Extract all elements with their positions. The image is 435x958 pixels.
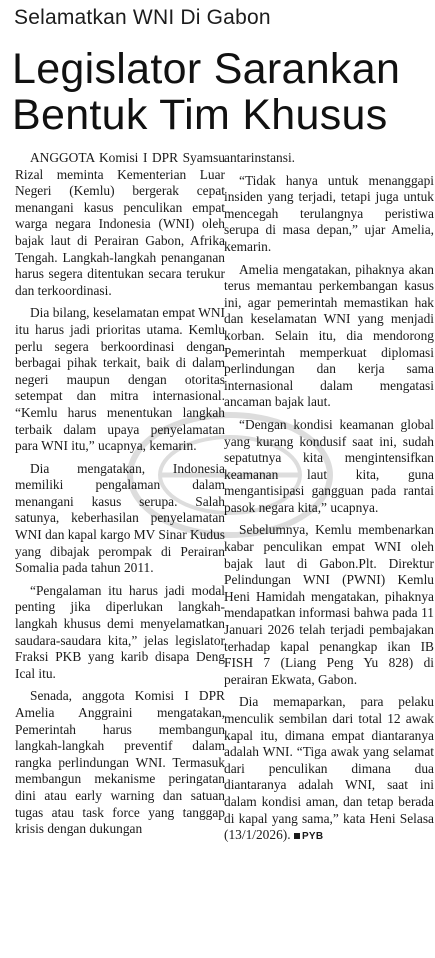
article-column-right [224,150,434,852]
paragraph: Dia bilang, keselamatan empat WNI itu harus jadi prioritas utama. Kemlu perlu segera berkoordinasi dengan berbagai pihak terkait, baik di dalam negeri maupun dengan otoritas setempat dan mitra internasional. “Kemlu harus menentukan langkah terbaik dalam upaya penyelamatan para WNI itu,” ucapnya, kemarin. [15,305,225,454]
headline-line-1: Legislator Sarankan [12,45,401,93]
paragraph: “Dengan kondisi keamanan global yang kurang kondusif saat ini, sudah sepatutnya kita mengintensifkan keamanan laut kita, guna mengantisipasi gangguan pada rantai pasok negara kita,” ucapnya. [224,416,434,515]
paragraph: Dia mengatakan, Indonesia memiliki pengalaman dalam menangani kasus serupa. Salah satunya, keberhasilan penyelamatan WNI dan kapal kargo MV Sinar Kudus yang dibajak perompak di Perairan Somalia pada tahun 2011. [15,460,225,576]
paragraph: Sebelumnya, Kemlu membenarkan kabar penculikan empat WNI oleh bajak laut di Gabon.Plt. Direktur Pelindungan WNI (PWNI) Kemlu Heni Hamidah mengatakan, pihaknya mendapatkan informasi bahwa pada 11 Januari 2026 telah terjadi pembajakan terhadap kapal penangkap ikan IB FISH 7 (Liang Peng Yu 828) di perairan Ekwata, Gabon. [224,522,434,687]
headline-line-2: Bentuk Tim Khusus [12,91,388,139]
paragraph-last [224,694,434,845]
paragraph: Amelia mengatakan, pihaknya akan terus memantau perkembangan kasus ini, agar pemerintah memastikan hak dan keselamatan WNI yang menjadi korban. Selain itu, dia mendorong Pemerintah memperkuat diplomasi perlindungan dan kerja sama internasional dalam mengatasi ancaman bajak laut. [224,261,434,410]
signature-text: PYB [301,831,324,843]
author-signature [294,831,323,842]
paragraph: “Tidak hanya untuk menanggapi insiden yang terjadi, tetapi juga untuk mencegah terulangnya peristiwa serupa di masa depan,” ujar Amelia, kemarin. [224,172,434,254]
headline [12,46,432,138]
paragraph: ANGGOTA Komisi I DPR Syamsu Rizal meminta Kementerian Luar Negeri (Kemlu) bergerak cepat menangani kasus penculikan empat warga negara Indonesia (WNI) oleh bajak laut di Perairan Gabon, Afrika Tengah. Langkah-langkah penanganan harus segera ditentukan secara terukur dan terkoordinasi. [15,150,225,298]
paragraph: “Pengalaman itu harus jadi modal penting jika diperlukan langkah-langkah khusus demi menyelamatkan saudara-saudara kita,” jelas legislator Fraksi PKB yang karib disapa Deng Ical itu. [15,582,225,681]
paragraph: Senada, anggota Komisi I DPR Amelia Anggraini mengatakan, Pemerintah harus membangun langkah-langkah preventif dalam rangka perlindungan WNI. Termasuk membangun mekanisme peringatan dini atau early warning dan satuan tugas atau task force yang tanggap krisis dengan dukungan [15,688,225,837]
kicker: Selamatkan WNI Di Gabon [14,6,271,29]
paragraph-text: Dia memaparkan, para pelaku menculik sembilan dari total 12 awak kapal itu, dimana empat diantaranya adalah WNI. “Tiga awak yang selamat dari penculikan dimana dua diantaranya adalah WNI, saat ini dalam kondisi aman, dan tetap berada di kapal yang sama,” kata Heni Selasa (13/1/2026). [224,694,434,843]
square-bullet-icon [294,833,300,839]
article-column-left [15,150,225,844]
paragraph-continuation: antarinstansi. [224,150,296,165]
